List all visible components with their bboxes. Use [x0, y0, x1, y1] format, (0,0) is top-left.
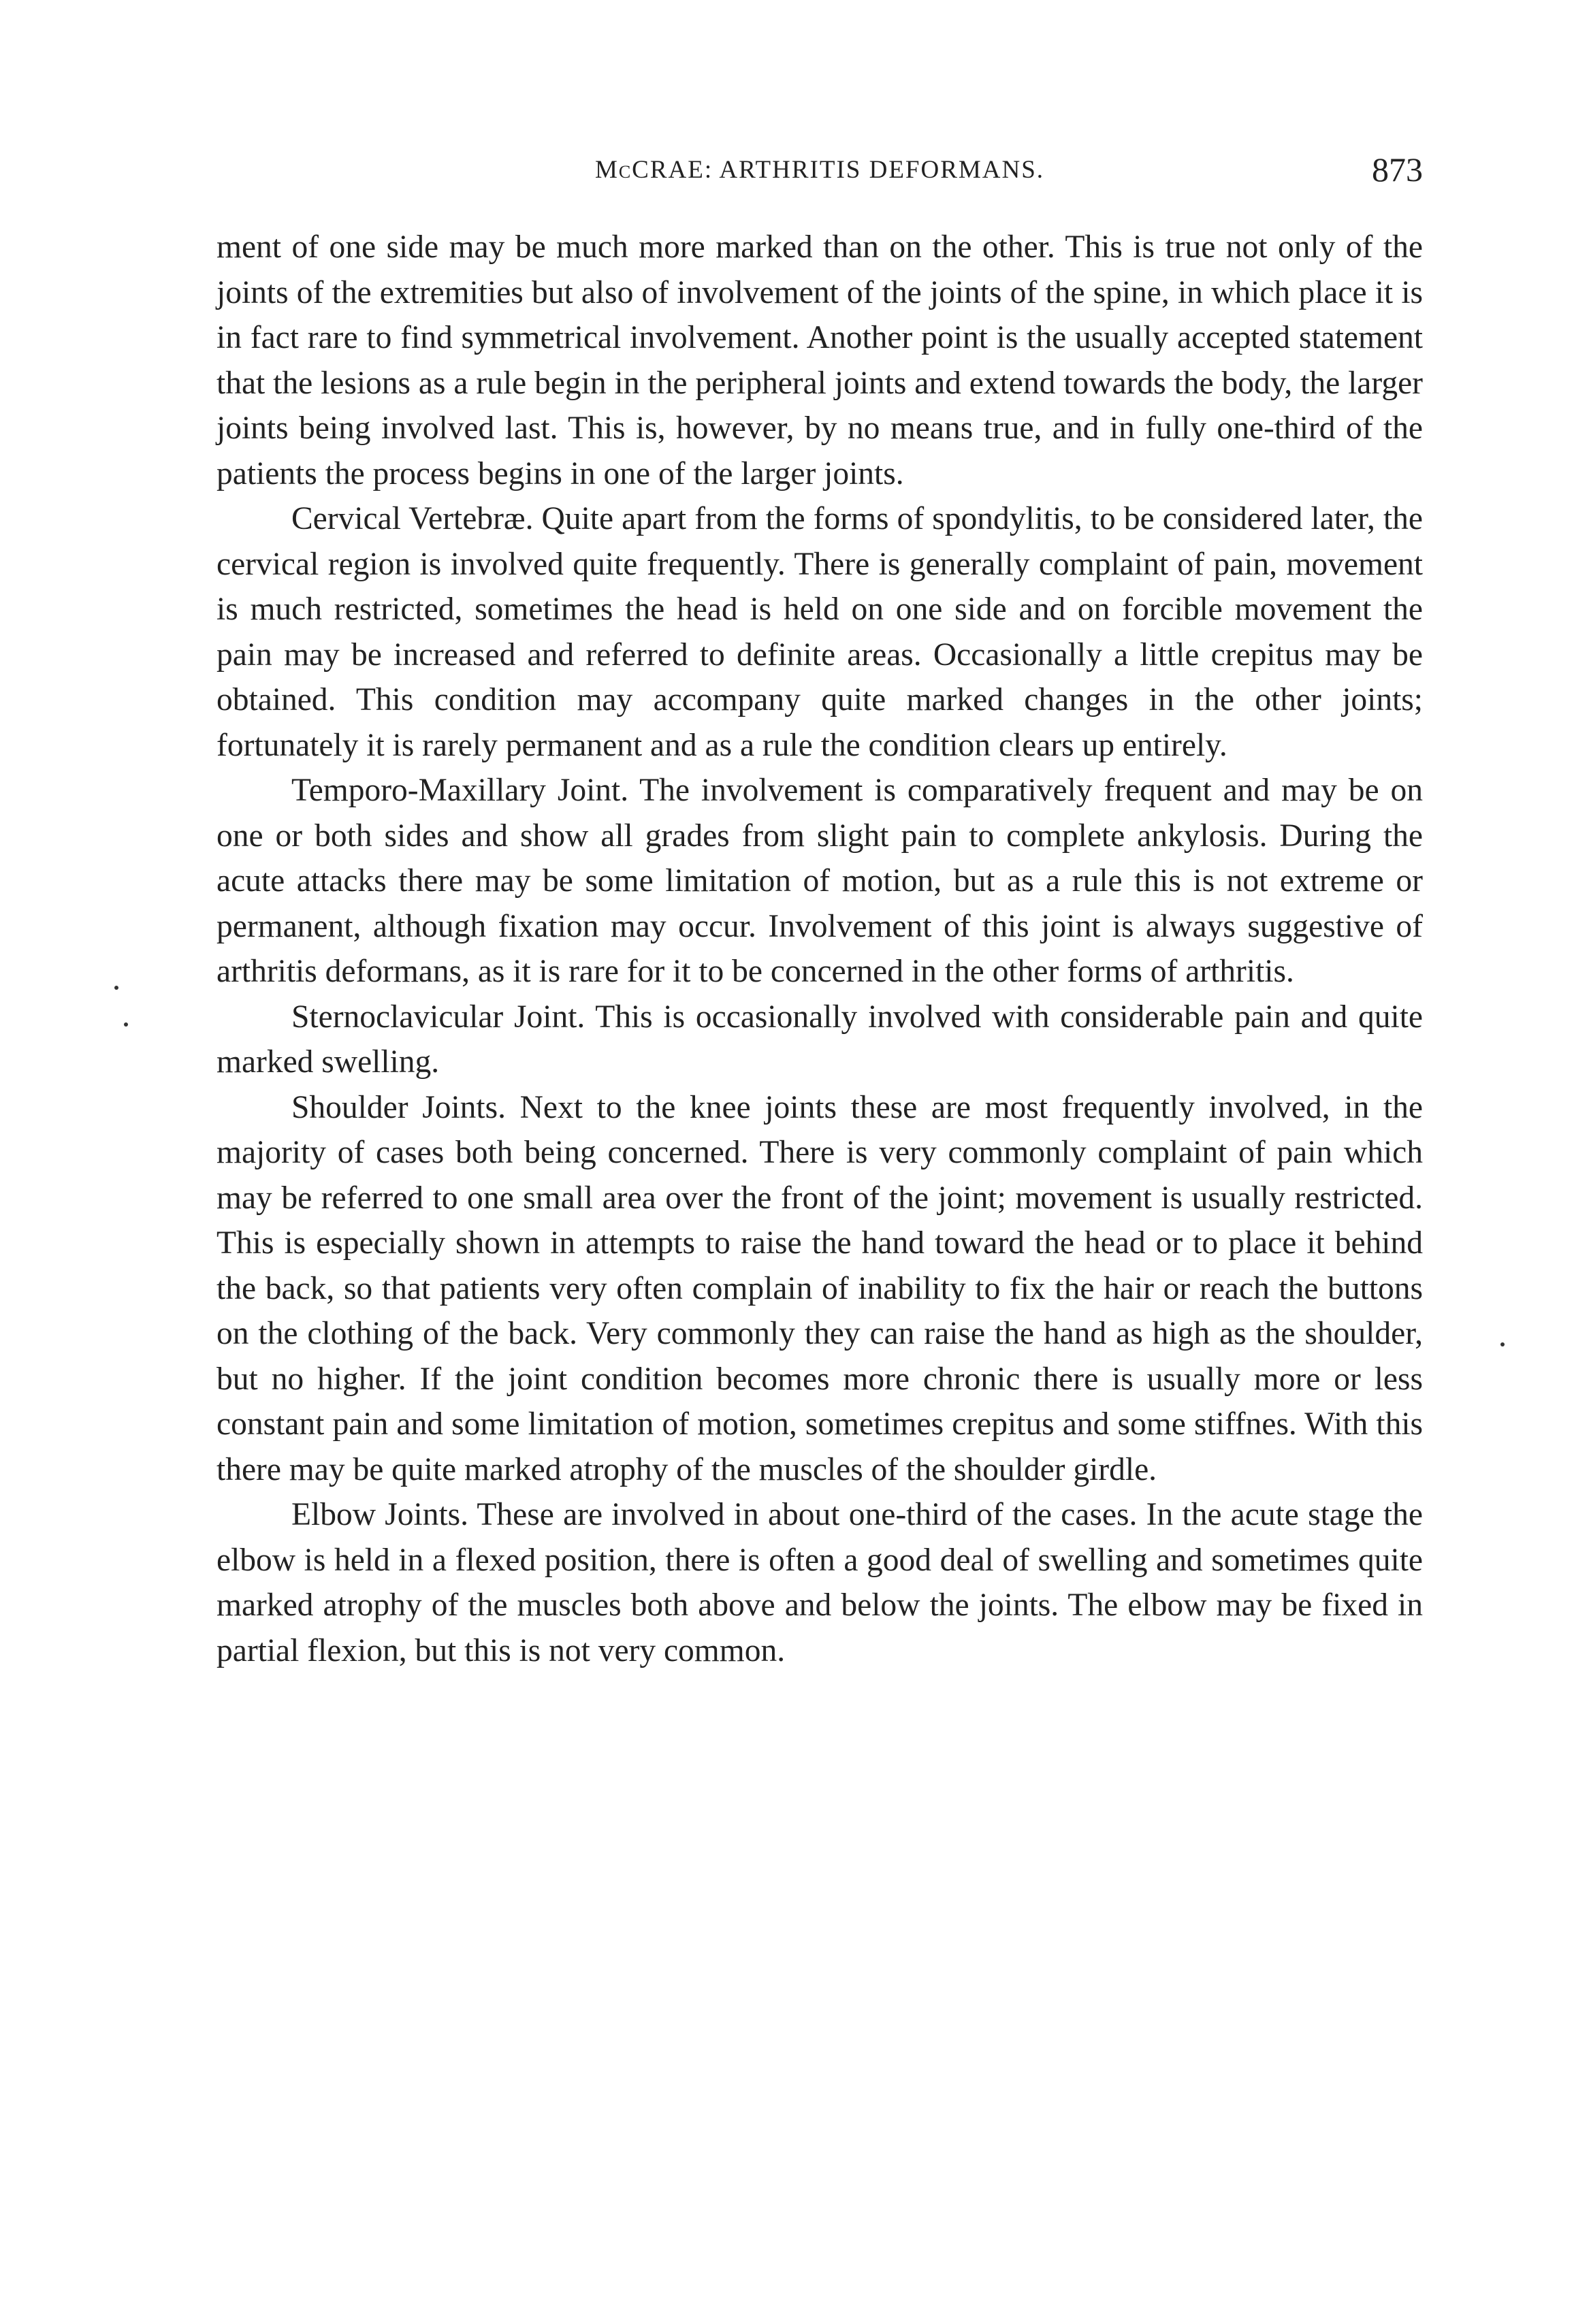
scan-speck — [114, 986, 118, 990]
running-title: McCRAE: ARTHRITIS DEFORMANS. — [594, 156, 1045, 184]
paragraph-elbow-joints: Elbow Joints. These are involved in about one-third of the cases. In the acute stage the elbow is held in a flexed position, there is often a good deal of swelling and sometimes quite marked atrophy of the muscles both above and below the joints. The elbow may be fixed in partial flexion, but this is not very common. — [216, 1497, 1423, 1668]
book-page — [216, 150, 1423, 1673]
paragraph-sternoclavicular-joint: Sternoclavicular Joint. This is occasionally involved with considerable pain and quite marked swelling. — [216, 999, 1423, 1080]
paragraph-cervical-vertebrae: Cervical Vertebræ. Quite apart from the forms of spondylitis, to be considered later, the cervical region is involved quite frequently. There is generally complaint of pain, movement is much restricted, sometimes the head is held on one side and on forcible movement the pain may be increased and referred to definite areas. Occasionally a little crepitus may be obtained. This condition may accompany quite marked changes in the other joints; fortunately it is rarely permanent and as a rule the condition clears up entirely. — [216, 501, 1423, 763]
running-head — [216, 150, 1423, 204]
page-number: 873 — [1372, 150, 1423, 189]
scan-speck — [124, 1022, 128, 1027]
scan-speck — [1500, 1342, 1505, 1346]
paragraph-continuation: ment of one side may be much more marked than on the other. This is true not only of the joints of the extremities but also of involvement of the joints of the spine, in which place it is in fact rare to find symmetrical involvement. Another point is the usually accepted statement that the lesions as a rule begin in the peripheral joints and extend towards the body, the larger joints being involved last. This is, however, by no means true, and in fully one-third of the patients the process begins in one of the larger joints. — [216, 229, 1423, 491]
paragraph-shoulder-joints: Shoulder Joints. Next to the knee joints these are most frequently involved, in the majority of cases both being concerned. There is very commonly complaint of pain which may be referred to one small area over the front of the joint; movement is usually restricted. This is especially shown in attempts to raise the hand toward the head or to place it behind the back, so that patients very often complain of inability to fix the hair or reach the buttons on the clothing of the back. Very commonly they can raise the hand as high as the shoulder, but no higher. If the joint condition becomes more chronic there is usually more or less constant pain and some limitation of motion, sometimes crepitus and some stiffnes. With this there may be quite marked atrophy of the muscles of the shoulder girdle. — [216, 1089, 1423, 1487]
paragraph-temporo-maxillary-joint: Temporo-Maxillary Joint. The involvement is comparatively frequent and may be on one or both sides and show all grades from slight pain to complete ankylosis. During the acute attacks there may be some limitation of motion, but as a rule this is not extreme or permanent, although fixation may occur. Involvement of this joint is always suggestive of arthritis deformans, as it is rare for it to be concerned in the other forms of arthritis. — [216, 773, 1423, 989]
